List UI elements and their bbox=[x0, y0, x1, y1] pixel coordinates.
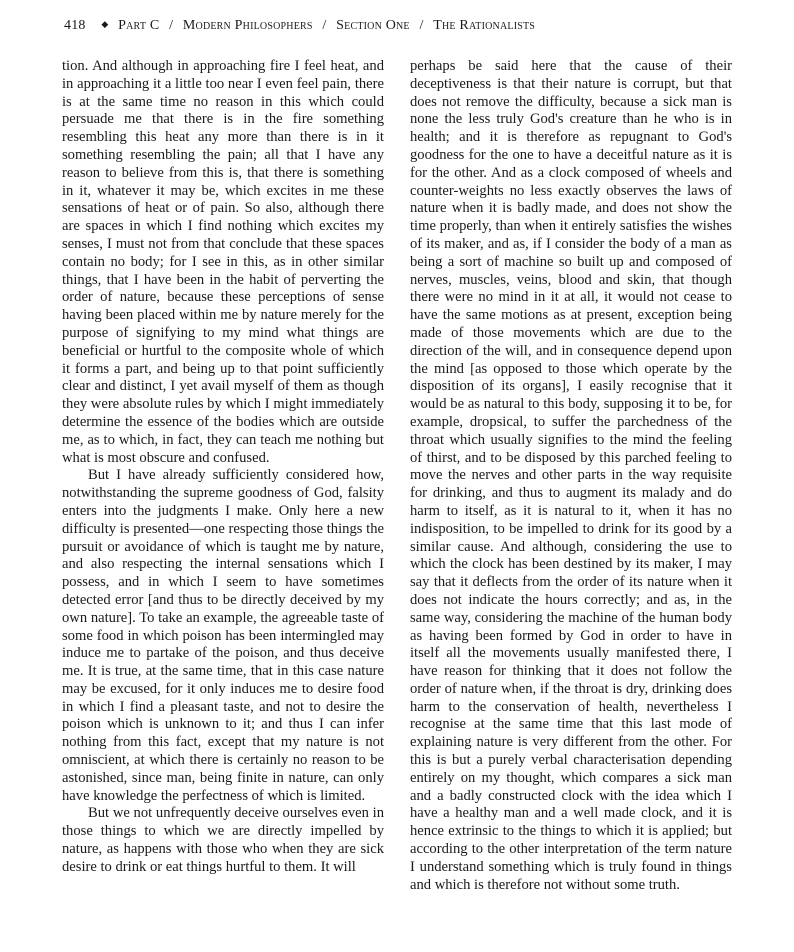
separator: / bbox=[419, 18, 424, 33]
paragraph: But I have already sufficiently considered how, notwithstanding the supreme goodness of God, falsity enters into the judgments I make. Only here a new difficulty is presented—one respecting those things the pursuit or avoidance of which is taught me by nature, and also respecting the internal sensations which I possess, and in which I seem to have sometimes detected error [and thus to be directly deceived by my own nature]. To take an example, the agreeable taste of some food in which poison has been intermingled may induce me to partake of the poison, and thus deceive me. It is true, at the same time, that in this case nature may be excused, for it only induces me to desire food in which I find a pleasant taste, and not to desire the poison which is unknown to it; and thus I can infer nothing from this fact, except that my nature is not omniscient, at which there is certainly no reason to be astonished, since man, being finite in nature, can only have knowledge the perfectness of which is limited. bbox=[62, 467, 384, 804]
left-column bbox=[62, 58, 384, 877]
diamond-bullet-icon: ◆ bbox=[101, 19, 109, 29]
paragraph: perhaps be said here that the cause of their deceptiveness is that their nature is corrupt, but that does not remove the difficulty, because a sick man is none the less truly God's creature than he who is in health; and it is therefore as repugnant to God's goodness for the one to have a deceitful nature as it is for the other. And as a clock composed of wheels and counter-weights no less exactly observes the laws of nature when it is badly made, and does not show the time properly, than when it entirely satisfies the wishes of its maker, and as, if I consider the body of a man as being a sort of machine so built up and composed of nerves, muscles, veins, blood and skin, that though there were no mind in it at all, it would not cease to have the same motions as at present, exception being made of those movements which are due to the direction of the will, and in consequence depend upon the mind [as opposed to those which operate by the disposition of its organs], I easily recognise that it would be as natural to this body, supposing it to be, for example, dropsical, to suffer the parchedness of the throat which usually signifies to the mind the feeling of thirst, and to be disposed by this parched feeling to move the nerves and other parts in the way requisite for drinking, and thus to augment its malady and do harm to itself, as it is natural to it, when it has no indisposition, to be impelled to drink for its good by a similar cause. And although, considering the use to which the clock has been destined by its maker, I may say that it deflects from the order of its nature when it does not indicate the hours correctly; and as, in the same way, considering the machine of the human body as having been formed by God in order to have in itself all the movements usually manifested there, I have reason for thinking that it does not follow the order of nature when, if the throat is dry, drinking does harm to the conservation of health, nevertheless I recognise at the same time that this last mode of explaining nature is very different from the other. For this is but a purely verbal characterisation depending entirely on my thought, which compares a sick man and a badly constructed clock with the idea which I have a healthy man and a well made clock, and it is hence extrinsic to the things to which it is applied; but according to the other interpretation of the term nature I understand something which is truly found in things and which is therefore not without some truth. bbox=[410, 58, 732, 893]
separator: / bbox=[322, 18, 327, 33]
paragraph: But we not unfrequently deceive ourselves even in those things to which we are directly impelled by nature, as happens with those who when they are sick desire to drink or eat things hurtful to them. It will bbox=[62, 805, 384, 875]
paragraph: tion. And although in approaching fire I feel heat, and in approaching it a little too near I even feel pain, there is at the same time no reason in this which could persuade me that there is in the fire something resembling this heat any more than there is in it something resembling the pain; all that I have any reason to believe from this is, that there is something in it, whatever it may be, which excites in me these sensations of heat or of pain. So also, although there are spaces in which I find nothing which excites my senses, I must not from that conclude that these spaces contain no body; for I see in this, as in other similar things, that I have been in the habit of perverting the order of nature, because these perceptions of sense having been placed within me by nature merely for the purpose of signifying to my mind what things are beneficial or hurtful to the composite whole of which it forms a part, and being up to that point sufficiently clear and distinct, I yet avail myself of them as though they were absolute rules by which I might immediately determine the essence of the bodies which are outside me, as to which, in fact, they can teach me nothing but what is most obscure and confused. bbox=[62, 58, 384, 466]
page-number: 418 bbox=[64, 18, 86, 33]
right-column bbox=[410, 58, 732, 894]
section-title: Modern Philosophers bbox=[182, 18, 313, 33]
chapter-title: The Rationalists bbox=[433, 18, 536, 33]
running-head bbox=[64, 18, 744, 34]
separator: / bbox=[169, 18, 174, 33]
section-label: Section One bbox=[336, 18, 410, 33]
part-label: Part C bbox=[118, 18, 160, 33]
